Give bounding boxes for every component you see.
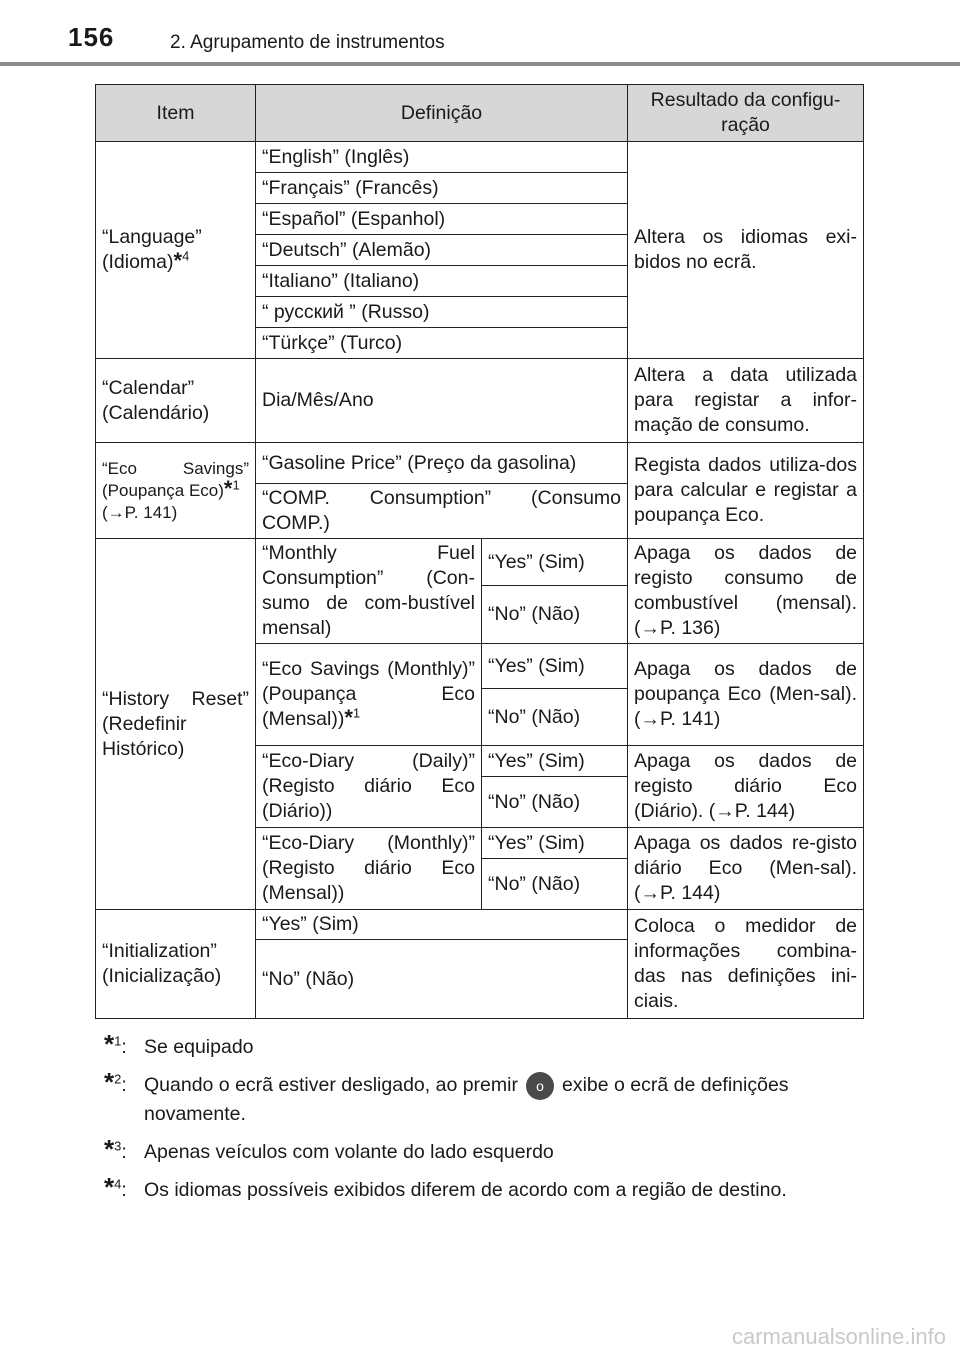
footnote — [104, 1029, 864, 1061]
footnote-ref: 1 — [352, 705, 361, 721]
table-row — [96, 443, 864, 484]
no-option: “No” (Não) — [482, 586, 628, 644]
history-group-label: “Eco-Diary (Daily)” (Registo diário Eco (Diário)) — [256, 746, 482, 828]
col-header-item: Item — [96, 85, 256, 142]
eco-savings-item-label: “Eco Savings” (Poupança Eco) — [102, 458, 249, 500]
table-header-row — [96, 85, 864, 142]
initialization-option: “No” (Não) — [256, 940, 628, 1019]
calendar-definition: Dia/Mês/Ano — [256, 359, 628, 443]
section-title: 2. Agrupamento de instrumentos — [170, 32, 445, 53]
eco-savings-result: Regista dados utiliza-dos para calcular e registar a poupança Eco. — [628, 443, 864, 539]
col-header-result: Resultado da configu-ração — [628, 85, 864, 142]
col-header-definition: Definição — [256, 85, 628, 142]
eco-savings-option: “Gasoline Price” (Preço da gasolina) — [256, 443, 628, 484]
page-reference: (→P. 141) — [102, 502, 178, 522]
language-option: “Deutsch” (Alemão) — [256, 235, 628, 266]
footnote-marker: *$^3$: — [104, 1133, 127, 1164]
history-group-result: Apaga os dados re-gisto diário Eco (Men-sal). (→P. 144) — [628, 828, 864, 910]
initialization-result: Coloca o medidor de informações combina-das nas definições ini-ciais. — [628, 910, 864, 1019]
table-row — [96, 142, 864, 173]
language-option: “Türkçe” (Turco) — [256, 328, 628, 359]
eco-savings-option: “COMP. Consumption” (Consumo COMP.) — [256, 484, 628, 539]
footnote-asterisk: * — [173, 248, 183, 273]
footnote — [104, 1133, 864, 1166]
history-group-result: Apaga os dados de registo consumo de combustível (mensal). (→P. 136) — [628, 539, 864, 644]
language-option: “ русский ” (Russo) — [256, 297, 628, 328]
eco-savings-item-cell — [96, 443, 256, 539]
display-button-icon: o — [526, 1072, 554, 1100]
history-group-label: “Eco Savings (Monthly)” (Poupança Eco (Mensal)) — [262, 658, 475, 730]
footnotes — [104, 1029, 864, 1214]
footnote-text: Quando o ecrã estiver desligado, ao premir o exibe o ecrã de definições novamente. — [144, 1071, 864, 1128]
initialization-item: “Initialization” (Inicialização) — [96, 910, 256, 1019]
language-item-cell — [96, 142, 256, 359]
footnote — [104, 1171, 864, 1204]
language-option: “Italiano” (Italiano) — [256, 266, 628, 297]
footnote-text: Apenas veículos com volante do lado esquerdo — [144, 1140, 554, 1163]
initialization-option: “Yes” (Sim) — [256, 910, 628, 940]
yes-option: “Yes” (Sim) — [482, 644, 628, 689]
no-option: “No” (Não) — [482, 859, 628, 910]
footnote-text: Os idiomas possíveis exibidos diferem de acordo com a região de destino. — [144, 1178, 787, 1201]
history-group-result: Apaga os dados de registo diário Eco (Diário). (→P. 144) — [628, 746, 864, 828]
table-row — [96, 539, 864, 586]
language-option: “Español” (Espanhol) — [256, 204, 628, 235]
footnote-ref: 1 — [232, 476, 240, 492]
yes-option: “Yes” (Sim) — [482, 746, 628, 777]
footnote-marker: *$^1$: — [104, 1029, 127, 1059]
footnote-marker: *$^2$: — [104, 1067, 127, 1097]
footnote-text: Se equipado — [144, 1036, 254, 1058]
language-item-label: “Language” (Idioma) — [102, 226, 202, 273]
history-reset-item: “History Reset” (Redefinir Histórico) — [96, 539, 256, 910]
no-option: “No” (Não) — [482, 689, 628, 746]
calendar-item: “Calendar” (Calendário) — [96, 359, 256, 443]
history-group-label: “Monthly Fuel Consumption” (Con-sumo de com-bustível mensal) — [256, 539, 482, 644]
calendar-result: Altera a data utilizada para registar a infor-mação de consumo. — [628, 359, 864, 443]
yes-option: “Yes” (Sim) — [482, 539, 628, 586]
footnote-asterisk: * — [223, 475, 233, 501]
footnote-asterisk: * — [344, 705, 353, 730]
watermark: carmanualsonline.info — [731, 1324, 946, 1349]
footnote-marker: *$^4$: — [104, 1171, 127, 1202]
page-number: 156 — [68, 22, 115, 52]
history-group-result: Apaga os dados de poupança Eco (Men-sal). (→P. 141) — [628, 644, 864, 746]
footnote — [104, 1067, 864, 1128]
language-option: “Français” (Francês) — [256, 173, 628, 204]
settings-table — [95, 84, 864, 1019]
table-row — [96, 359, 864, 443]
history-group-label: “Eco-Diary (Monthly)” (Registo diário Eco (Mensal)) — [256, 828, 482, 910]
language-option: “English” (Inglês) — [256, 142, 628, 173]
yes-option: “Yes” (Sim) — [482, 828, 628, 859]
table-row — [96, 910, 864, 940]
language-result: Altera os idiomas exi-bidos no ecrã. — [628, 142, 864, 359]
history-group-label-cell — [256, 644, 482, 746]
no-option: “No” (Não) — [482, 777, 628, 828]
header-divider — [0, 62, 960, 66]
footnote-ref: 4 — [182, 248, 190, 264]
